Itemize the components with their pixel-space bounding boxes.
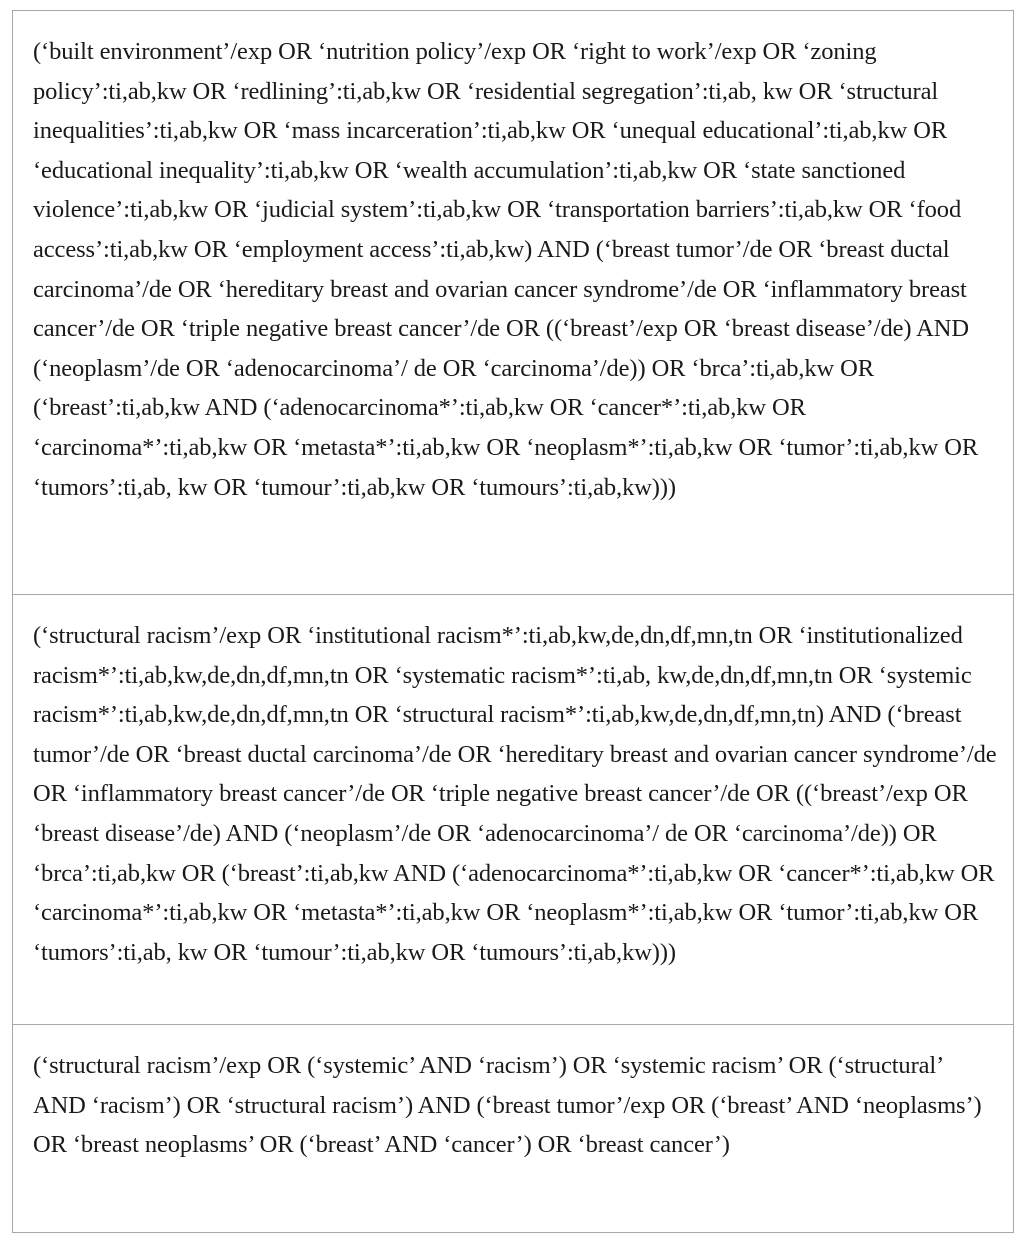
search-strategy-table <box>12 10 1014 1233</box>
search-query-text: (‘built environment’/exp OR ‘nutrition policy’/exp OR ‘right to work’/exp OR ‘zoning policy’:ti,ab,kw OR ‘redlining’:ti,ab,kw OR ‘residential segregation’:ti,ab, kw OR ‘structural inequalities’:ti,ab,kw OR ‘mass incarceration’:ti,ab,kw OR ‘unequal educational’:ti,ab,kw OR ‘educational inequality’:ti,ab,kw OR ‘wealth accumulation’:ti,ab,kw OR ‘state sanctioned violence’:ti,ab,kw OR ‘judicial system’:ti,ab,kw OR ‘transportation barriers’:ti,ab,kw OR ‘food access’:ti,ab,kw OR ‘employment access’:ti,ab,kw) AND (‘breast tumor’/de OR ‘breast ductal carcinoma’/de OR ‘hereditary breast and ovarian cancer syndrome’/de OR ‘inflammatory breast cancer’/de OR ‘triple negative breast cancer’/de OR ((‘breast’/exp OR ‘breast disease’/de) AND (‘neoplasm’/de OR ‘adenocarcinoma’/ de OR ‘carcinoma’/de)) OR ‘brca’:ti,ab,kw OR (‘breast’:ti,ab,kw AND (‘adenocarcinoma*’:ti,ab,kw OR ‘cancer*’:ti,ab,kw OR ‘carcinoma*’:ti,ab,kw OR ‘metasta*’:ti,ab,kw OR ‘neoplasm*’:ti,ab,kw OR ‘tumor’:ti,ab,kw OR ‘tumors’:ti,ab, kw OR ‘tumour’:ti,ab,kw OR ‘tumours’:ti,ab,kw))) <box>33 38 979 501</box>
table-row <box>13 595 1013 1025</box>
table-row <box>13 1025 1013 1232</box>
search-query-text: (‘structural racism’/exp OR (‘systemic’ AND ‘racism’) OR ‘systemic racism’ OR (‘structural’ AND ‘racism’) OR ‘structural racism’) AND (‘breast tumor’/exp OR (‘breast’ AND ‘neoplasms’) OR ‘breast neoplasms’ OR (‘breast’ AND ‘cancer’) OR ‘breast cancer’) <box>33 1052 982 1159</box>
table-row <box>13 11 1013 595</box>
search-query-text: (‘structural racism’/exp OR ‘institutional racism*’:ti,ab,kw,de,dn,df,mn,tn OR ‘institutionalized racism*’:ti,ab,kw,de,dn,df,mn,tn OR ‘systematic racism*’:ti,ab, kw,de,dn,df,mn,tn OR ‘systemic racism*’:ti,ab,kw,de,dn,df,mn,tn OR ‘structural racism*’:ti,ab,kw,de,dn,df,mn,tn) AND (‘breast tumor’/de OR ‘breast ductal carcinoma’/de OR ‘hereditary breast and ovarian cancer syndrome’/de OR ‘inflammatory breast cancer’/de OR ‘triple negative breast cancer’/de OR ((‘breast’/exp OR ‘breast disease’/de) AND (‘neoplasm’/de OR ‘adenocarcinoma’/ de OR ‘carcinoma’/de)) OR ‘brca’:ti,ab,kw OR (‘breast’:ti,ab,kw AND (‘adenocarcinoma*’:ti,ab,kw OR ‘cancer*’:ti,ab,kw OR ‘carcinoma*’:ti,ab,kw OR ‘metasta*’:ti,ab,kw OR ‘neoplasm*’:ti,ab,kw OR ‘tumor’:ti,ab,kw OR ‘tumors’:ti,ab, kw OR ‘tumour’:ti,ab,kw OR ‘tumours’:ti,ab,kw))) <box>33 622 997 966</box>
